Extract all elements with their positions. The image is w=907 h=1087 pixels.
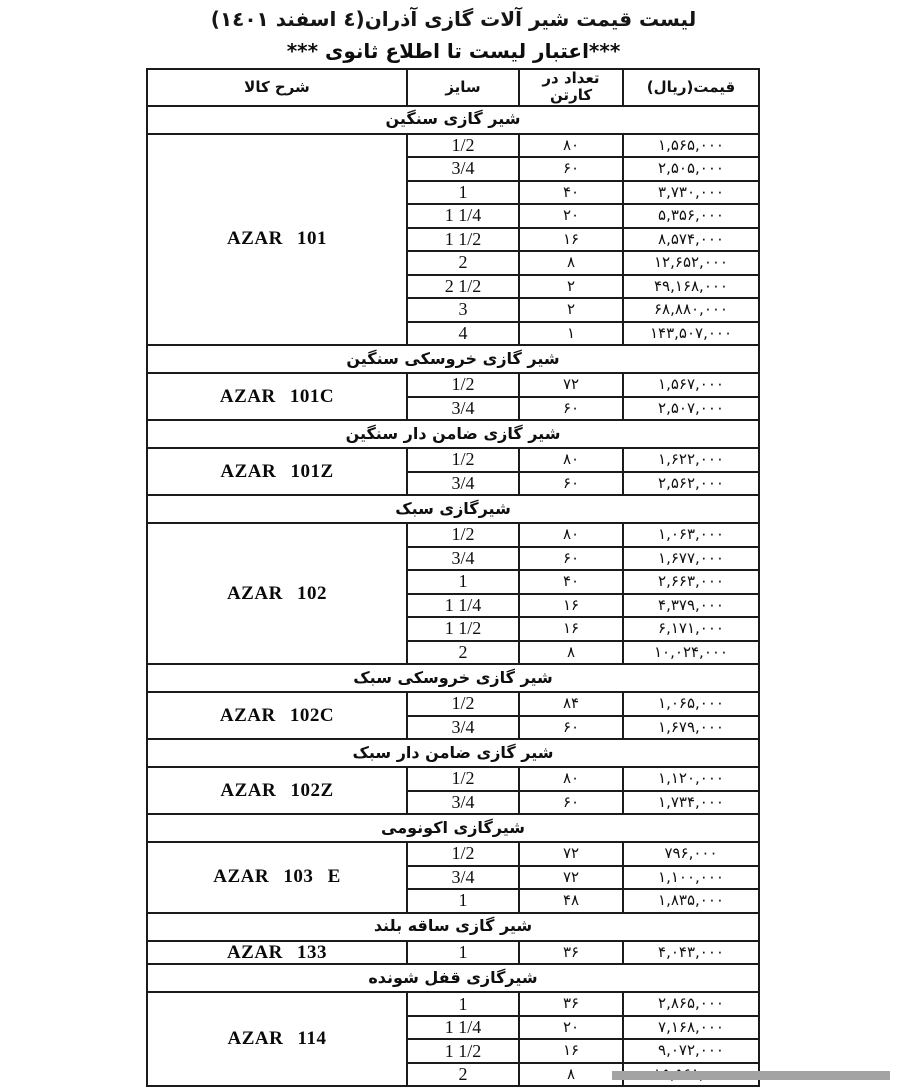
qty-cell: ۶۰	[519, 472, 623, 496]
section-band-row	[147, 814, 759, 842]
qty-cell: ۸۰	[519, 767, 623, 791]
model-cell: AZAR 101	[147, 134, 407, 346]
price-table-body	[147, 106, 759, 1087]
column-header-size: سایز	[407, 69, 519, 106]
model-cell: AZAR 102Z	[147, 767, 407, 814]
size-cell: 2 1/2	[407, 275, 519, 299]
product-row	[147, 767, 759, 791]
size-cell: 1 1/2	[407, 617, 519, 641]
size-cell: 2	[407, 1063, 519, 1087]
price-cell: ۴۹,۱۶۸,۰۰۰	[623, 275, 759, 299]
price-cell: ۹,۰۷۲,۰۰۰	[623, 1039, 759, 1063]
qty-cell: ۷۲	[519, 373, 623, 397]
product-row	[147, 842, 759, 866]
size-cell: 2	[407, 641, 519, 665]
size-cell: 1 1/4	[407, 1016, 519, 1040]
price-cell: ۵,۳۵۶,۰۰۰	[623, 204, 759, 228]
price-cell: ۱۴۳,۵۰۷,۰۰۰	[623, 322, 759, 346]
price-cell: ۱,۱۰۰,۰۰۰	[623, 866, 759, 890]
section-title: شیر گازی سنگین	[147, 106, 759, 134]
qty-cell: ۶۰	[519, 716, 623, 740]
qty-cell: ۴۰	[519, 570, 623, 594]
size-cell: 3/4	[407, 791, 519, 815]
qty-cell: ۲	[519, 275, 623, 299]
section-band-row	[147, 664, 759, 692]
product-row	[147, 448, 759, 472]
qty-cell: ۲۰	[519, 1016, 623, 1040]
price-cell: ۷۹۶,۰۰۰	[623, 842, 759, 866]
qty-cell: ۶۰	[519, 547, 623, 571]
price-cell: ۱,۵۶۵,۰۰۰	[623, 134, 759, 158]
section-band-row	[147, 495, 759, 523]
price-cell: ۲,۵۶۲,۰۰۰	[623, 472, 759, 496]
price-cell: ۱۲,۶۵۲,۰۰۰	[623, 251, 759, 275]
size-cell: 1 1/2	[407, 1039, 519, 1063]
qty-cell: ۸۴	[519, 692, 623, 716]
section-band-row	[147, 106, 759, 134]
column-header-product: شرح کالا	[147, 69, 407, 106]
size-cell: 3/4	[407, 397, 519, 421]
qty-cell: ۴۰	[519, 181, 623, 205]
table-header-row	[147, 69, 759, 106]
section-title: شیرگازی قفل شونده	[147, 964, 759, 992]
qty-cell: ۷۲	[519, 842, 623, 866]
price-cell: ۱,۸۳۵,۰۰۰	[623, 889, 759, 913]
size-cell: 3/4	[407, 472, 519, 496]
price-cell: ۲,۶۶۳,۰۰۰	[623, 570, 759, 594]
qty-cell: ۸	[519, 251, 623, 275]
qty-cell: ۸۰	[519, 523, 623, 547]
qty-cell: ۳۶	[519, 992, 623, 1016]
page-title: لیست قیمت شیر آلات گازی آذران(٤ اسفند ١٤٠١)	[210, 7, 697, 31]
qty-cell: ۸۰	[519, 134, 623, 158]
size-cell: 3/4	[407, 547, 519, 571]
size-cell: 1	[407, 941, 519, 965]
section-title: شیر گازی ساقه بلند	[147, 913, 759, 941]
price-cell: ۱,۱۲۰,۰۰۰	[623, 767, 759, 791]
product-row	[147, 992, 759, 1016]
qty-cell: ۱۶	[519, 228, 623, 252]
qty-cell: ۸	[519, 1063, 623, 1087]
section-title: شیر گازی خروسکی سنگین	[147, 345, 759, 373]
size-cell: 1/2	[407, 692, 519, 716]
model-cell: AZAR 102	[147, 523, 407, 664]
section-title: شیر گازی ضامن دار سبک	[147, 739, 759, 767]
price-cell: ۱,۰۶۳,۰۰۰	[623, 523, 759, 547]
size-cell: 1	[407, 889, 519, 913]
price-cell: ۲,۵۰۵,۰۰۰	[623, 157, 759, 181]
price-cell: ۱,۷۳۴,۰۰۰	[623, 791, 759, 815]
price-cell: ۱,۵۶۷,۰۰۰	[623, 373, 759, 397]
column-header-price-rial: قیمت(ریال)	[623, 69, 759, 106]
model-cell: AZAR 114	[147, 992, 407, 1086]
size-cell: 1/2	[407, 842, 519, 866]
size-cell: 3/4	[407, 716, 519, 740]
size-cell: 3	[407, 298, 519, 322]
size-cell: 1	[407, 181, 519, 205]
size-cell: 1/2	[407, 523, 519, 547]
section-band-row	[147, 345, 759, 373]
section-title: شیرگازی سبک	[147, 495, 759, 523]
price-table	[146, 68, 760, 1087]
section-band-row	[147, 420, 759, 448]
price-cell: ۱,۶۷۹,۰۰۰	[623, 716, 759, 740]
qty-cell: ۱۶	[519, 594, 623, 618]
price-cell: ۱۰,۰۲۴,۰۰۰	[623, 641, 759, 665]
size-cell: 1	[407, 570, 519, 594]
model-cell: AZAR 101Z	[147, 448, 407, 495]
qty-cell: ۲	[519, 298, 623, 322]
section-title: شیر گازی خروسکی سبک	[147, 664, 759, 692]
size-cell: 1/2	[407, 448, 519, 472]
price-cell: ۳,۷۳۰,۰۰۰	[623, 181, 759, 205]
price-cell: ۲,۵۰۷,۰۰۰	[623, 397, 759, 421]
qty-cell: ۱۶	[519, 617, 623, 641]
section-band-row	[147, 913, 759, 941]
column-header-qty-per-carton: تعداد در کارتن	[519, 69, 623, 106]
qty-cell: ۱۶	[519, 1039, 623, 1063]
photo-edge-bar	[612, 1071, 890, 1080]
size-cell: 1/2	[407, 134, 519, 158]
product-row	[147, 134, 759, 158]
qty-cell: ۶۰	[519, 791, 623, 815]
size-cell: 3/4	[407, 157, 519, 181]
price-cell: ۷,۱۶۸,۰۰۰	[623, 1016, 759, 1040]
qty-cell: ۸۰	[519, 448, 623, 472]
model-cell: AZAR 133	[147, 941, 407, 965]
qty-cell: ۴۸	[519, 889, 623, 913]
model-cell: AZAR 103 E	[147, 842, 407, 913]
section-title: شیر گازی ضامن دار سنگین	[147, 420, 759, 448]
model-cell: AZAR 102C	[147, 692, 407, 739]
price-cell: ۴,۳۷۹,۰۰۰	[623, 594, 759, 618]
size-cell: 1/2	[407, 373, 519, 397]
qty-cell: ۶۰	[519, 157, 623, 181]
section-band-row	[147, 739, 759, 767]
section-band-row	[147, 964, 759, 992]
price-cell: ۲,۸۶۵,۰۰۰	[623, 992, 759, 1016]
product-row	[147, 523, 759, 547]
size-cell: 1	[407, 992, 519, 1016]
price-cell: ۸,۵۷۴,۰۰۰	[623, 228, 759, 252]
qty-cell: ۸	[519, 641, 623, 665]
qty-cell: ۷۲	[519, 866, 623, 890]
price-cell: ۶۸,۸۸۰,۰۰۰	[623, 298, 759, 322]
price-cell: ۱,۰۶۵,۰۰۰	[623, 692, 759, 716]
validity-note: ***اعتبار لیست تا اطلاع ثانوی ***	[286, 39, 621, 63]
product-row	[147, 373, 759, 397]
size-cell: 1 1/2	[407, 228, 519, 252]
qty-cell: ۳۶	[519, 941, 623, 965]
qty-cell: ۱	[519, 322, 623, 346]
size-cell: 4	[407, 322, 519, 346]
price-cell: ۶,۱۷۱,۰۰۰	[623, 617, 759, 641]
size-cell: 1 1/4	[407, 594, 519, 618]
model-cell: AZAR 101C	[147, 373, 407, 420]
product-row	[147, 941, 759, 965]
size-cell: 3/4	[407, 866, 519, 890]
size-cell: 1 1/4	[407, 204, 519, 228]
price-cell: ۱,۶۲۲,۰۰۰	[623, 448, 759, 472]
size-cell: 2	[407, 251, 519, 275]
size-cell: 1/2	[407, 767, 519, 791]
product-row	[147, 692, 759, 716]
price-cell: ۴,۰۴۳,۰۰۰	[623, 941, 759, 965]
price-cell: ۱,۶۷۷,۰۰۰	[623, 547, 759, 571]
section-title: شیرگازی اکونومی	[147, 814, 759, 842]
qty-cell: ۶۰	[519, 397, 623, 421]
qty-cell: ۲۰	[519, 204, 623, 228]
